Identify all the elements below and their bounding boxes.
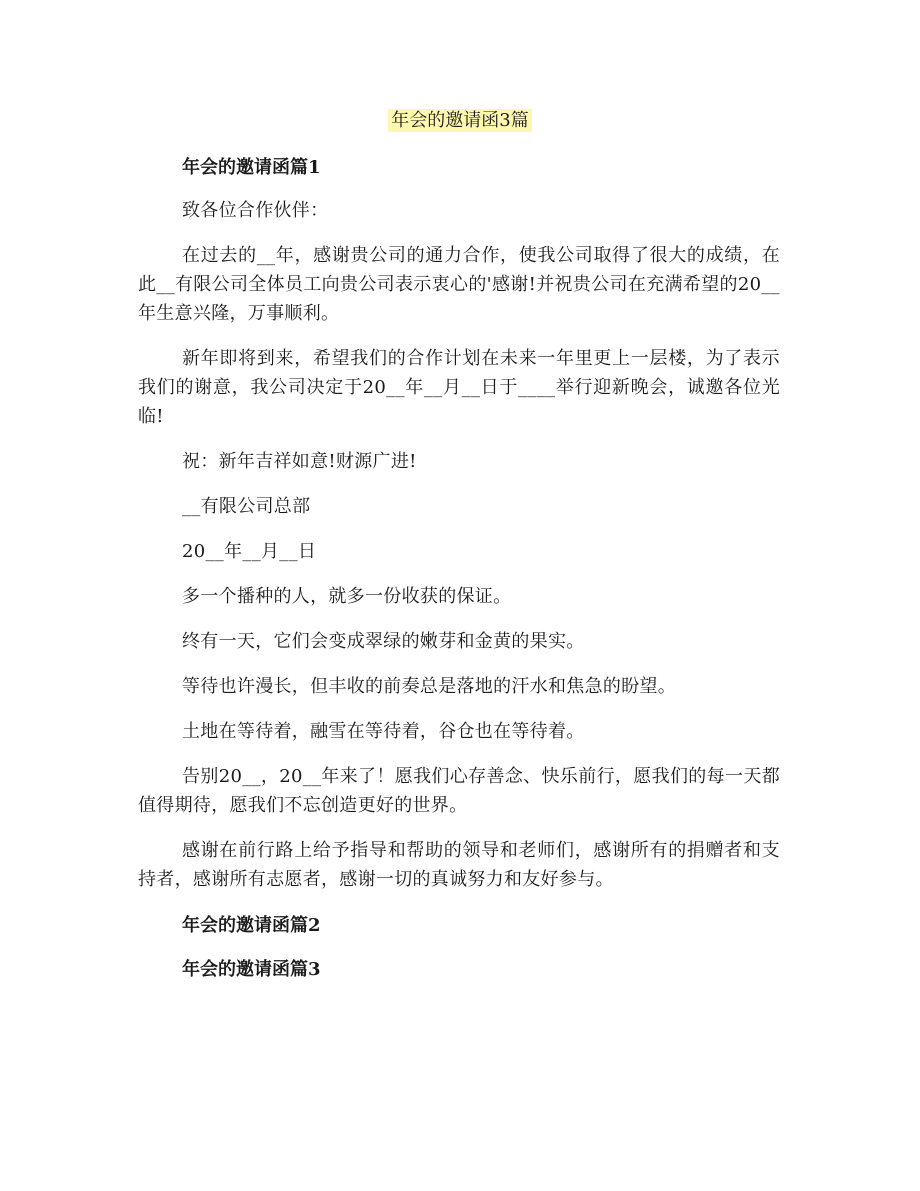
section-heading-3: 年会的邀请函篇3 xyxy=(182,959,321,980)
paragraph-signature-company: __有限公司总部 xyxy=(182,496,311,517)
section-heading-2: 年会的邀请函篇2 xyxy=(182,915,321,936)
paragraph-thanks: 在过去的__年，感谢贵公司的通力合作，使我公司取得了很大的成绩，在此__有限公司全体员工向贵公司表示衷心的'感谢!并祝贵公司在充满希望的20__年生意兴隆，万事顺利。 xyxy=(138,245,780,324)
paragraph-salutation: 致各位合作伙伴： xyxy=(182,200,329,221)
document-title xyxy=(0,108,920,134)
paragraph-harvest: 终有一天，它们会变成翠绿的嫩芽和金黄的果实。 xyxy=(182,631,585,652)
paragraph-signature-date: 20__年__月__日 xyxy=(182,541,317,562)
paragraph-farewell: 告别20__，20__年来了！愿我们心存善念、快乐前行，愿我们的每一天都值得期待，愿我们不忘创造更好的世界。 xyxy=(138,766,780,816)
paragraph-wishes: 祝：新年吉祥如意!财源广进! xyxy=(182,451,417,472)
paragraph-invitation: 新年即将到来，希望我们的合作计划在未来一年里更上一层楼，为了表示我们的谢意，我公司决定于20__年__月__日于____举行迎新晚会，诚邀各位光临! xyxy=(138,348,780,427)
paragraph-sowing: 多一个播种的人，就多一份收获的保证。 xyxy=(182,586,512,607)
document-body xyxy=(138,152,780,998)
paragraph-waiting: 等待也许漫长，但丰收的前奏总是落地的汗水和焦急的盼望。 xyxy=(182,676,677,697)
section-heading-1: 年会的邀请函篇1 xyxy=(182,157,321,178)
document-title-text: 年会的邀请函3篇 xyxy=(388,109,531,132)
paragraph-gratitude: 感谢在前行路上给予指导和帮助的领导和老师们，感谢所有的捐赠者和支持者，感谢所有志愿者，感谢一切的真诚努力和友好参与。 xyxy=(138,840,780,890)
paragraph-land: 土地在等待着，融雪在等待着，谷仓也在等待着。 xyxy=(182,721,585,742)
